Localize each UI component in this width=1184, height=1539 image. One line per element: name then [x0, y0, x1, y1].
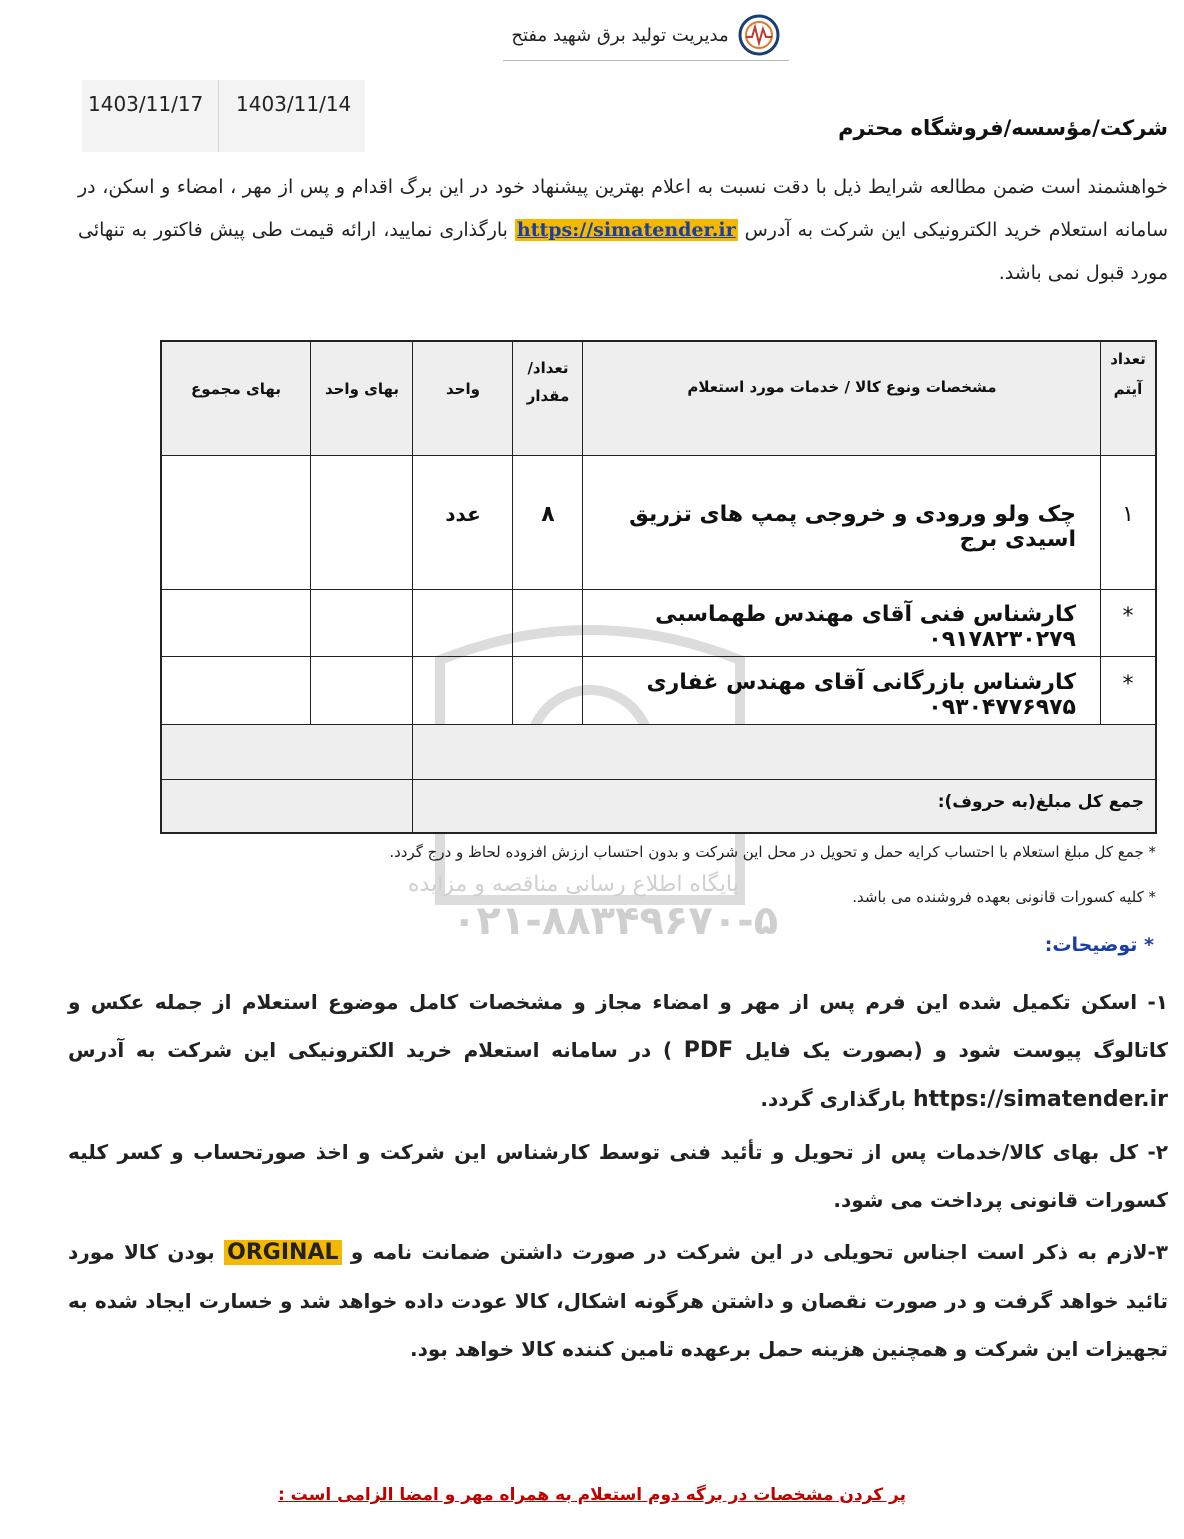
watermark-phone: ۰۲۱-۸۸۳۴۹۶۷۰-۵	[452, 898, 779, 944]
paragraph-1	[68, 978, 1168, 1124]
row1-description: چک ولو ورودی و خروجی پمپ های تزریق اسیدی برج	[629, 502, 1076, 552]
watermark-subtitle: پایگاه اطلاع رسانی مناقصه و مزایده	[408, 872, 739, 897]
p3-original-highlight: ORGINAL	[224, 1240, 341, 1265]
intro-paragraph	[78, 166, 1168, 295]
p1-pdf: PDF	[683, 1038, 734, 1063]
row2-description: کارشناس فنی آقای مهندس طهماسبی ۰۹۱۷۸۲۳۰۲۷۹	[655, 602, 1076, 652]
row3-description: کارشناس بازرگانی آقای مهندس غفاری ۰۹۳۰۴۷۷۶۹۷۵	[646, 670, 1076, 720]
p3-text-b: بودن کالا مورد تائید خواهد گرفت و در صورت نقصان و داشتن هرگونه اشکال، کالا عودت داده خواهد شد و خسارت ایجاد شده به تجهیزات این شرکت و همچنین هزینه حمل برعهده تامین کننده کالا خواهد بود.	[68, 1240, 1168, 1361]
header-quantity: تعداد/ مقدار	[526, 359, 570, 405]
intro-text-after: بارگذاری نمایید، ارائه قیمت طی پیش فاکتور به تنهائی مورد قبول نمی باشد.	[78, 219, 1168, 284]
organization-name: مدیریت تولید برق شهید مفتح	[511, 24, 729, 46]
header-total-price: بهای مجموع	[191, 380, 281, 398]
p1-link[interactable]: https://simatender.ir	[912, 1087, 1168, 1112]
date-box	[82, 80, 365, 152]
paragraph-3	[68, 1228, 1168, 1373]
p1-text-b: ) در سامانه استعلام خرید الکترونیکی این شرکت به آدرس	[68, 1038, 684, 1062]
p1-text-c: بارگذاری گردد.	[760, 1087, 913, 1111]
footer-notice: پر کردن مشخصات در برگه دوم استعلام به همراه مهر و امضا الزامی است :	[277, 1485, 907, 1505]
note-deductions: * کلیه کسورات قانونی بعهده فروشنده می باشد.	[852, 888, 1156, 906]
intro-text-before: خواهشمند است ضمن مطالعه شرایط ذیل با دقت نسبت به اعلام بهترین پیشنهاد خود در این برگ اقدام و پس از مهر ، امضاء و اسکن، در سامانه استعلام خرید الکترونیکی این شرکت به آدرس	[78, 176, 1168, 241]
date-separator	[218, 80, 219, 152]
power-plant-logo-icon	[737, 13, 781, 57]
inquiry-table	[160, 340, 1157, 834]
date-issue: 1403/11/14	[236, 92, 352, 116]
row1-quantity: ۸	[541, 502, 555, 527]
p1-text-a: ۱- اسکن تکمیل شده این فرم پس از مهر و امضاء مجاز و مشخصات کامل موضوع استعلام از جمله عکس و کاتالوگ پیوست شود و (بصورت یک فایل	[68, 990, 1168, 1062]
header-item-no: تعداد آیتم	[1110, 350, 1146, 398]
greeting: شرکت/مؤسسه/فروشگاه محترم	[838, 116, 1168, 140]
p3-text-a: ۳-لازم به ذکر است اجناس تحویلی در این شرکت در صورت داشتن ضمانت نامه و	[341, 1240, 1168, 1264]
row3-item-no: *	[1122, 672, 1134, 697]
table-total-area	[162, 724, 1155, 832]
header-unit-price: بهای واحد	[324, 380, 400, 398]
letterhead	[503, 10, 789, 61]
notes-title: * توضیحات:	[1044, 934, 1154, 956]
header-unit: واحد	[446, 380, 480, 398]
date-deadline: 1403/11/17	[88, 92, 204, 116]
header-description: مشخصات ونوع کالا / خدمات مورد استعلام	[687, 378, 997, 396]
row1-unit: عدد	[445, 502, 481, 526]
total-amount-label: جمع کل مبلغ(به حروف):	[937, 792, 1144, 812]
paragraph-2: ۲- کل بهای کالا/خدمات پس از تحویل و تأئید فنی توسط کارشناس این شرکت و اخذ صورتحساب و کسر کلیه کسورات قانونی پرداخت می شود.	[68, 1140, 1168, 1212]
row2-item-no: *	[1122, 604, 1134, 629]
note-total-amount: * جمع کل مبلغ استعلام با احتساب کرایه حمل و تحویل در محل این شرکت و بدون احتساب ارزش افزوده لحاظ و درج گردد.	[389, 843, 1156, 861]
intro-link[interactable]: https://simatender.ir	[516, 219, 736, 241]
row1-item-no: ۱	[1122, 502, 1134, 527]
